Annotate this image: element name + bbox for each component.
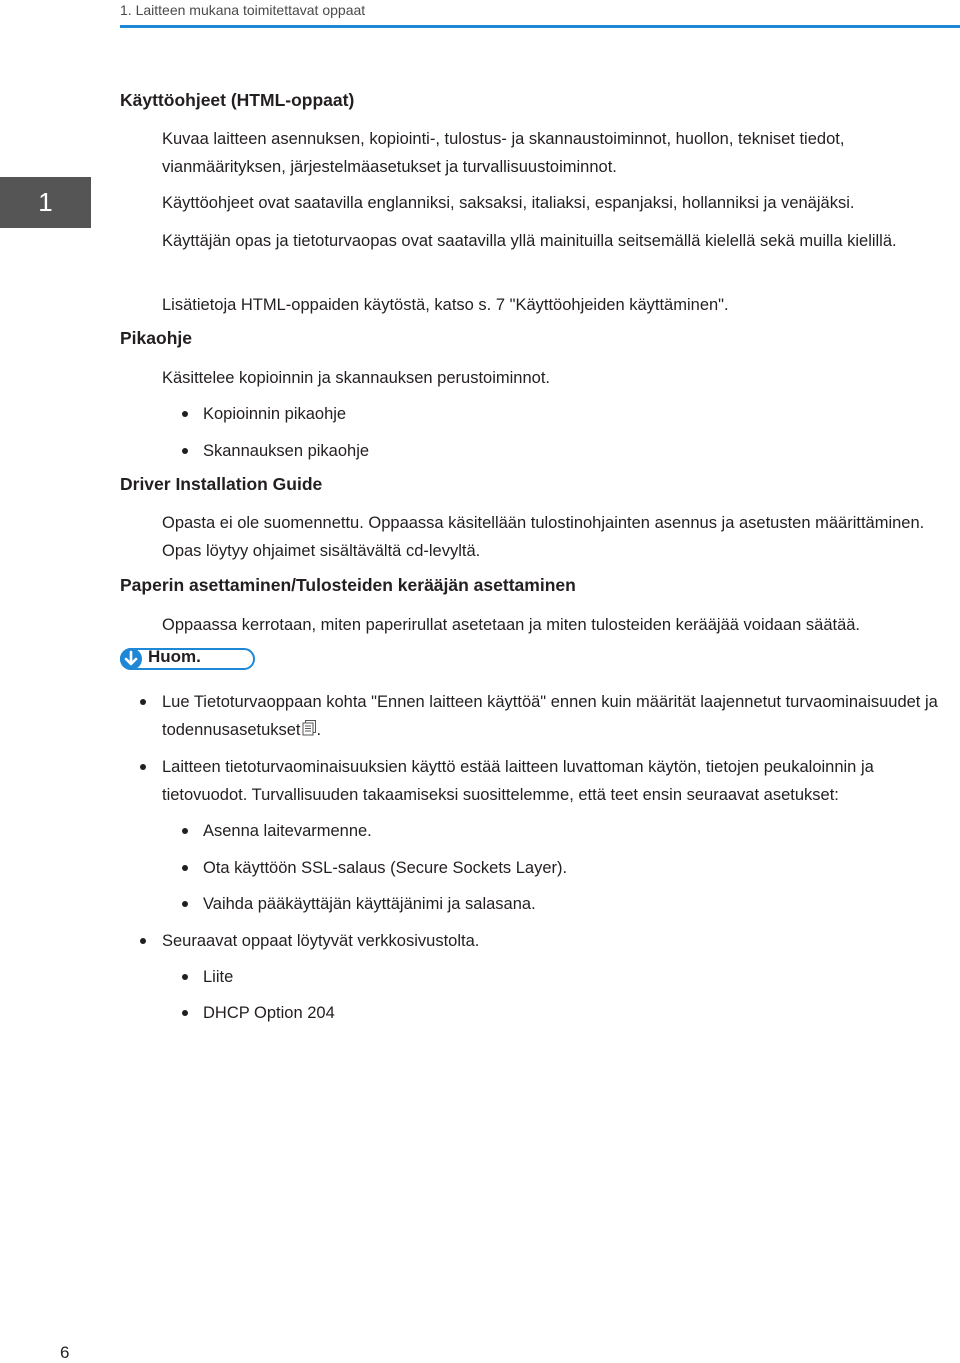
note-item-text: Lue Tietoturvaoppaan kohta "Ennen laitteen käyttöä" ennen kuin määrität laajennetut turvaominaisuudet ja todennusasetukset [162,693,938,739]
quick-guide-description: Käsittelee kopioinnin ja skannauksen perustoiminnot. [162,369,550,387]
driver-guide-description: Opasta ei ole suomennettu. Oppaassa käsitellään tulostinohjainten asennus ja asetusten määrittäminen. Opas löytyy ohjaimet sisältävältä cd-levyltä. [162,514,925,560]
html-guides-description: Kuvaa laitteen asennuksen, kopiointi-, tulostus- ja skannaustoiminnot, huollon, tekniset tiedot, vianmäärityksen, järjestelmäasetukset ja turvallisuustoiminnot. [162,130,845,176]
bullet-icon [140,699,146,705]
list-item: Skannauksen pikaohje [203,442,370,460]
bullet-icon [182,865,188,871]
note-item-security-guide [162,688,952,744]
bullet-icon [182,901,188,907]
note-item-security-features: Laitteen tietoturvaominaisuuksien käyttö estää laitteen luvattoman käytön, tietojen peukaloinnin ja tietovuodot. Turvallisuuden takaamiseksi suosittelemme, että teet ensin seuraavat asetukset: [162,758,874,804]
running-header: 1. Laitteen mukana toimitettavat oppaat [120,2,366,18]
note-label-text: Huom. [148,647,201,666]
page-number: 6 [60,1343,70,1362]
bullet-icon [182,448,188,454]
html-guides-extra-languages: Käyttäjän opas ja tietoturvaopas ovat saatavilla yllä mainituilla seitsemällä kielellä sekä muilla kielillä. [162,232,897,250]
list-item: Liite [203,968,234,986]
list-item: Vaihda pääkäyttäjän käyttäjänimi ja salasana. [203,895,536,913]
list-item: Asenna laitevarmenne. [203,822,372,840]
list-item: Kopioinnin pikaohje [203,405,347,423]
section-heading-driver-guide: Driver Installation Guide [120,474,323,494]
bullet-icon [182,1010,188,1016]
chapter-tab: 1 [0,177,91,228]
section-heading-quick-guide: Pikaohje [120,328,192,348]
bullet-icon [140,938,146,944]
bullet-icon [182,974,188,980]
html-guides-languages: Käyttöohjeet ovat saatavilla englanniksi, saksaksi, italiaksi, espanjaksi, hollanniksi ja venäjäksi. [162,194,855,212]
section-heading-html-guides: Käyttöohjeet (HTML-oppaat) [120,90,355,110]
paper-guide-description: Oppaassa kerrotaan, miten paperirullat asetetaan ja miten tulosteiden kerääjää voidaan säätää. [162,616,861,634]
section-heading-paper-guide: Paperin asettaminen/Tulosteiden kerääjän asettaminen [120,575,576,595]
note-item-text-end: . [316,721,322,739]
header-rule [120,25,960,28]
document-reference-icon [302,720,317,737]
html-guides-reference: Lisätietoja HTML-oppaiden käytöstä, katso s. 7 "Käyttöohjeiden käyttäminen". [162,296,729,314]
note-item-web-guides: Seuraavat oppaat löytyvät verkkosivustolta. [162,932,480,950]
bullet-icon [182,828,188,834]
bullet-icon [182,411,188,417]
down-arrow-icon [120,648,142,670]
list-item: Ota käyttöön SSL-salaus (Secure Sockets Layer). [203,859,568,877]
bullet-icon [140,764,146,770]
list-item: DHCP Option 204 [203,1004,335,1022]
